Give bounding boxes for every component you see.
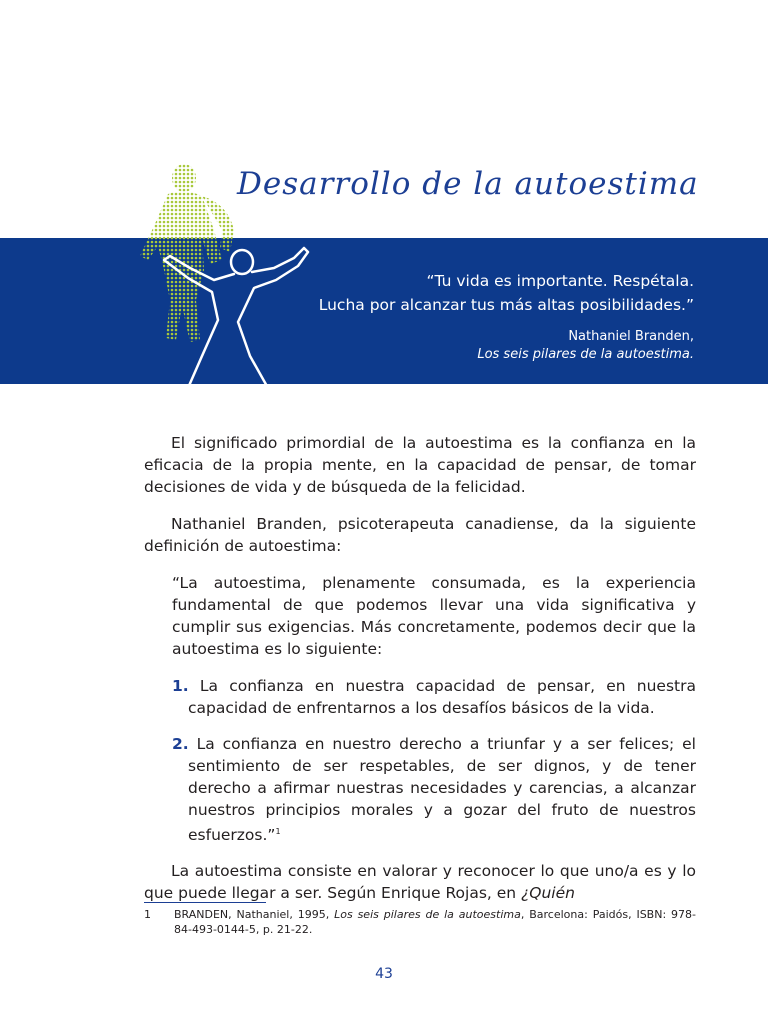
body-text xyxy=(144,432,696,919)
green-figure xyxy=(140,164,234,342)
list-number: 2. xyxy=(172,735,189,753)
paragraph xyxy=(144,860,696,904)
list-item xyxy=(172,675,696,719)
paragraph: Nathaniel Branden, psicoterapeuta canadiense, da la siguiente definición de autoestima: xyxy=(144,515,696,555)
page-number: 43 xyxy=(375,966,393,982)
book-title: ¿Quién xyxy=(521,884,575,903)
epigraph-quote xyxy=(254,269,694,317)
footnote-rest: , Barcelona: Paidós, ISBN: 978-84-493-0144-5, p. 21-22. xyxy=(174,908,696,936)
paragraph-text: La autoestima consiste en valorar y reconocer lo que uno/a es y lo que puede llegar a ser. Según Enrique Rojas, en xyxy=(144,862,696,903)
paragraph: El significado primordial de la autoestima es la confianza en la eficacia de la propia mente, en la capacidad de pensar, de tomar decisiones de vida y de búsqueda de la felicidad. xyxy=(144,434,696,496)
page-title: Desarrollo de la autoestima xyxy=(237,166,699,202)
footnote-author: BRANDEN, Nathaniel, 1995, xyxy=(174,908,335,921)
footnote-ref[interactable]: 1 xyxy=(275,827,281,836)
epigraph-line: Lucha por alcanzar tus más altas posibilidades.” xyxy=(318,296,694,314)
footnote-number: 1 xyxy=(144,908,151,921)
list-text: La confianza en nuestro derecho a triunfar y a ser felices; el sentimiento de ser respetables, de ser dignos, y de tener derecho a afirmar nuestras necesidades y carencias, a alcanzar nuestros principios morales y a gozar del fruto de nuestros esfuerzos.” xyxy=(188,735,696,845)
epigraph xyxy=(254,269,694,364)
epigraph-author: Nathaniel Branden, xyxy=(568,329,694,344)
footnote xyxy=(144,907,696,937)
list-text: La confianza en nuestra capacidad de pensar, en nuestra capacidad de enfrentarnos a los desafíos básicos de la vida. xyxy=(188,677,696,717)
epigraph-attribution xyxy=(254,328,694,364)
list-item xyxy=(172,733,696,846)
footnote-divider xyxy=(144,902,266,903)
epigraph-book: Los seis pilares de la autoestima. xyxy=(477,347,694,362)
footnote-book: Los seis pilares de la autoestima xyxy=(334,908,521,921)
footnote-text xyxy=(174,907,696,937)
epigraph-line: “Tu vida es importante. Respétala. xyxy=(426,272,694,290)
block-quote: “La autoestima, plenamente consumada, es la experiencia fundamental de que podemos llevar una vida significativa y cumplir sus exigencias. Más concretamente, podemos decir que la autoestima es lo siguiente: xyxy=(172,574,696,658)
list-number: 1. xyxy=(172,677,189,695)
